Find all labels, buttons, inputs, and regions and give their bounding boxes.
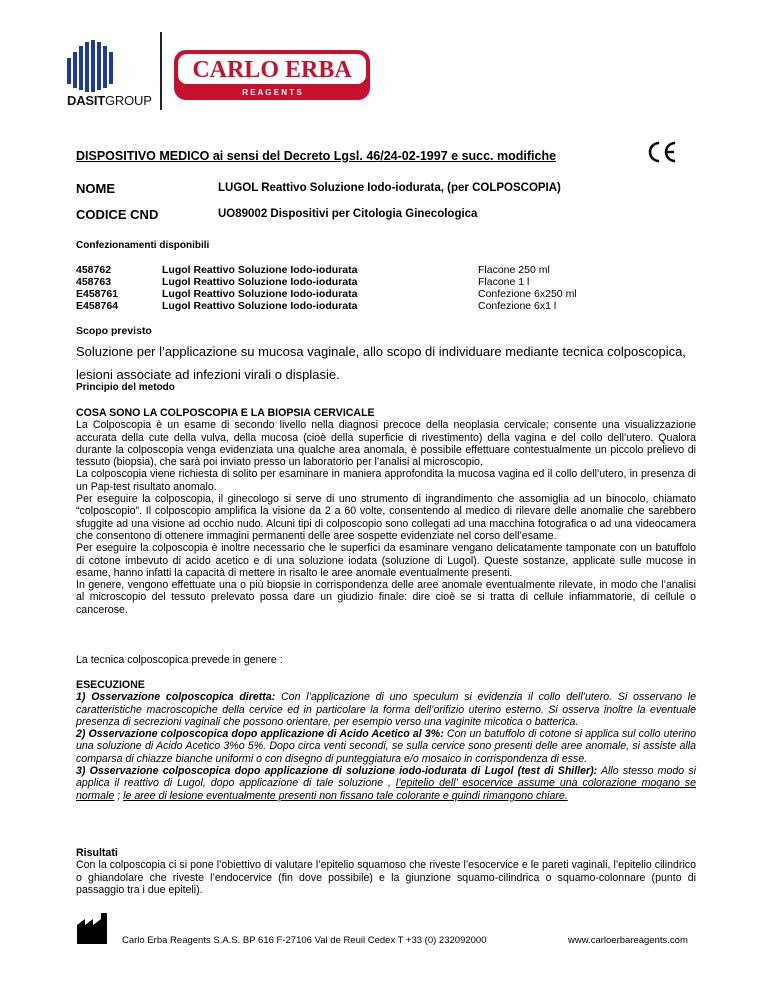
step-3-underline-2: le aree di lesione eventualmente presenti non fissano tale colorante e quindi rimangono chiare. bbox=[123, 789, 568, 802]
risultati-heading: Risultati bbox=[76, 847, 118, 859]
pkg-code: E458761 bbox=[76, 288, 119, 300]
document-title: DISPOSITIVO MEDICO ai sensi del Decreto Lgsl. 46/24-02-1997 e succ. modifiche bbox=[76, 149, 557, 163]
cosa-paragraph: La colposcopia viene richiesta di solito per esaminare in maniera approfondita la mucosa vagina ed il collo dell’utero, in presenza di un Pap-test risultato anomalo. bbox=[76, 468, 696, 493]
scopo-text: Soluzione per l’applicazione su mucosa vaginale, allo scopo di individuare mediante tecnica colposcopica, lesioni associate ad infezioni virali o displasie. bbox=[76, 344, 686, 382]
pkg-code: E458764 bbox=[76, 300, 119, 312]
pkg-code: 458763 bbox=[76, 276, 112, 288]
principio-heading: Principio del metodo bbox=[76, 382, 175, 393]
cosa-paragraph: In genere, vengono effettuate una o più biopsie in corrispondenza delle aree anomale eventualmente rilevate, in modo che l’analisi al microscopio del tessuto prelevato possa dare un giudizio finale: dire cioè se si tratta di cellule infiammatorie, di cellule o cancerose. bbox=[76, 579, 696, 616]
step-2 bbox=[76, 728, 696, 765]
footer-address: Carlo Erba Reagents S.A.S. BP 616 F-27106 Val de Reuil Cedex T +33 (0) 232092000 bbox=[122, 935, 487, 946]
pkg-size: Confezione 6x1 l bbox=[478, 300, 557, 312]
tecnica-text: La tecnica colposcopica prevede in genere : bbox=[76, 654, 283, 666]
step-1-title: 1) Osservazione colposcopica diretta: bbox=[76, 691, 276, 704]
confezionamenti-heading: Confezionamenti disponibili bbox=[76, 240, 210, 251]
packaging-table bbox=[76, 264, 636, 312]
pkg-code: 458762 bbox=[76, 264, 112, 276]
risultati-text: Con la colposcopia ci si pone l’obiettivo di valutare l’epitelio squamoso che riveste l’esocervice e le pareti vaginali, l’epitelio cilindrico o ghiandolare che riveste l’endocervice (fin dove possibile) e la giunzione squamo-cilindrica o squamo-colonnare (punto di passaggio tra i due epiteli). bbox=[76, 859, 696, 896]
step-1 bbox=[76, 691, 696, 728]
brand-sub: R E A G E N T S bbox=[242, 88, 302, 97]
cosa-heading: COSA SONO LA COLPOSCOPIA E LA BIOPSIA CERVICALE bbox=[76, 407, 375, 419]
step-3-text: Allo stesso modo si applica il reattivo di Lugol, dopo applicazione di tale soluzione , bbox=[76, 765, 696, 790]
step-1-text: Con l’applicazione di uno speculum si evidenzia il collo dell’utero. Si osservano le caratteristiche macroscopiche della cervice ed in particolare la forma dell’orifizio uterino esterno. Si osserva inoltre la eventuale presenza di secrezioni vaginali che possono orientare, per esempio verso una vaginite micotica o batterica. bbox=[76, 691, 696, 728]
cosa-paragraph: La Colposcopia è un esame di secondo livello nella diagnosi precoce della neoplasia cervicale; consente una visualizzazione accurata della cute della vulva, della mucosa (cioè della superficie di rivestimento) della vagina e del collo dell’utero. Qualora durante la colposcopia venga evidenziata una qualche area anomala, è possibile effettuare contestualmente un piccolo prelievo di tessuto (biopsia), che sarà poi inviato presso un laboratorio per l’analisi al microscopio. bbox=[76, 419, 696, 469]
pkg-size: Flacone 1 l bbox=[478, 276, 530, 288]
pkg-desc: Lugol Reattivo Soluzione Iodo-iodurata bbox=[162, 276, 358, 288]
footer-website: www.carloerbareagents.com bbox=[568, 935, 688, 946]
pkg-desc: Lugol Reattivo Soluzione Iodo-iodurata bbox=[162, 288, 358, 300]
step-3-mid: ; bbox=[114, 789, 124, 802]
scopo-heading: Scopo previsto bbox=[76, 325, 152, 337]
esecuzione-heading: ESECUZIONE bbox=[76, 679, 145, 691]
pkg-size: Confezione 6x250 ml bbox=[478, 288, 577, 300]
ce-mark-icon bbox=[646, 140, 678, 164]
carlo-erba-logo bbox=[172, 46, 372, 104]
cosa-paragraph: Per eseguire la colposcopia è inoltre necessario che le superfici da esaminare vengano delicatamente tamponate con un batuffolo di cotone imbevuto di acido acetico e di una soluzione iodata (soluzione di Lugol). Queste sostanze, applicate sulle mucose in esame, hanno infatti la capacità di mettere in risalto le aree anomale eventualmente presenti. bbox=[76, 542, 696, 579]
step-3 bbox=[76, 765, 696, 802]
table-row bbox=[76, 264, 636, 276]
table-row bbox=[76, 276, 636, 288]
logo-divider bbox=[160, 32, 162, 110]
step-3-underline-1: l’epitelio dell’ esocervice assume una colorazione mogano se normale bbox=[76, 777, 696, 802]
colposcopia-section bbox=[76, 407, 696, 616]
step-2-title: 2) Osservazione colposcopica dopo applicazione di Acido Acetico al 3%: bbox=[76, 728, 444, 741]
manufacturer-icon bbox=[76, 911, 112, 945]
cnd-value: UO89002 Dispositivi per Citologia Ginecologica bbox=[218, 208, 478, 220]
dasit-group-wordmark: DASITGROUP bbox=[67, 93, 152, 108]
cnd-label: CODICE CND bbox=[76, 207, 159, 222]
pkg-desc: Lugol Reattivo Soluzione Iodo-iodurata bbox=[162, 264, 358, 276]
brand-name: CARLO ERBA bbox=[192, 57, 352, 83]
pkg-size: Flacone 250 ml bbox=[478, 264, 550, 276]
cosa-paragraph: Per eseguire la colposcopia, il ginecologo si serve di uno strumento di ingrandimento che assomiglia ad un binocolo, chiamato “colposcopio”. Il colposcopio amplifica la visione da 2 a 60 volte, consentendo al medico di rilevare delle anomalie che sarebbero sfuggite ad una visione ad occhio nudo. Alcuni tipi di colposcopio sono collegati ad una macchina fotografica o ad una videocamera che consentono di ottenere immagini permanenti delle aree sospette evidenziate nel corso dell’esame. bbox=[76, 493, 696, 542]
nome-label: NOME bbox=[76, 181, 115, 196]
esecuzione-section bbox=[76, 679, 696, 802]
step-3-title: 3) Osservazione colposcopica dopo applicazione di soluzione iodo-iodurata di Lugol (test di Shiller): bbox=[76, 765, 598, 778]
risultati-section bbox=[76, 847, 696, 896]
step-2-text: Con un batuffolo di cotone si applica sul collo uterino una soluzione di Acido Acetico 3%o 5%. Dopo circa venti secondi, se sulla cervice sono presenti delle aree anomale, si assiste alla comparsa di chiazze bianche uniformi o con disegno di punteggiatura e/o mosaico in corrispondenza di esse. bbox=[76, 728, 696, 765]
table-row bbox=[76, 300, 636, 312]
nome-value: LUGOL Reattivo Soluzione Iodo-iodurata, (per COLPOSCOPIA) bbox=[218, 182, 561, 194]
pkg-desc: Lugol Reattivo Soluzione Iodo-iodurata bbox=[162, 300, 358, 312]
table-row bbox=[76, 288, 636, 300]
